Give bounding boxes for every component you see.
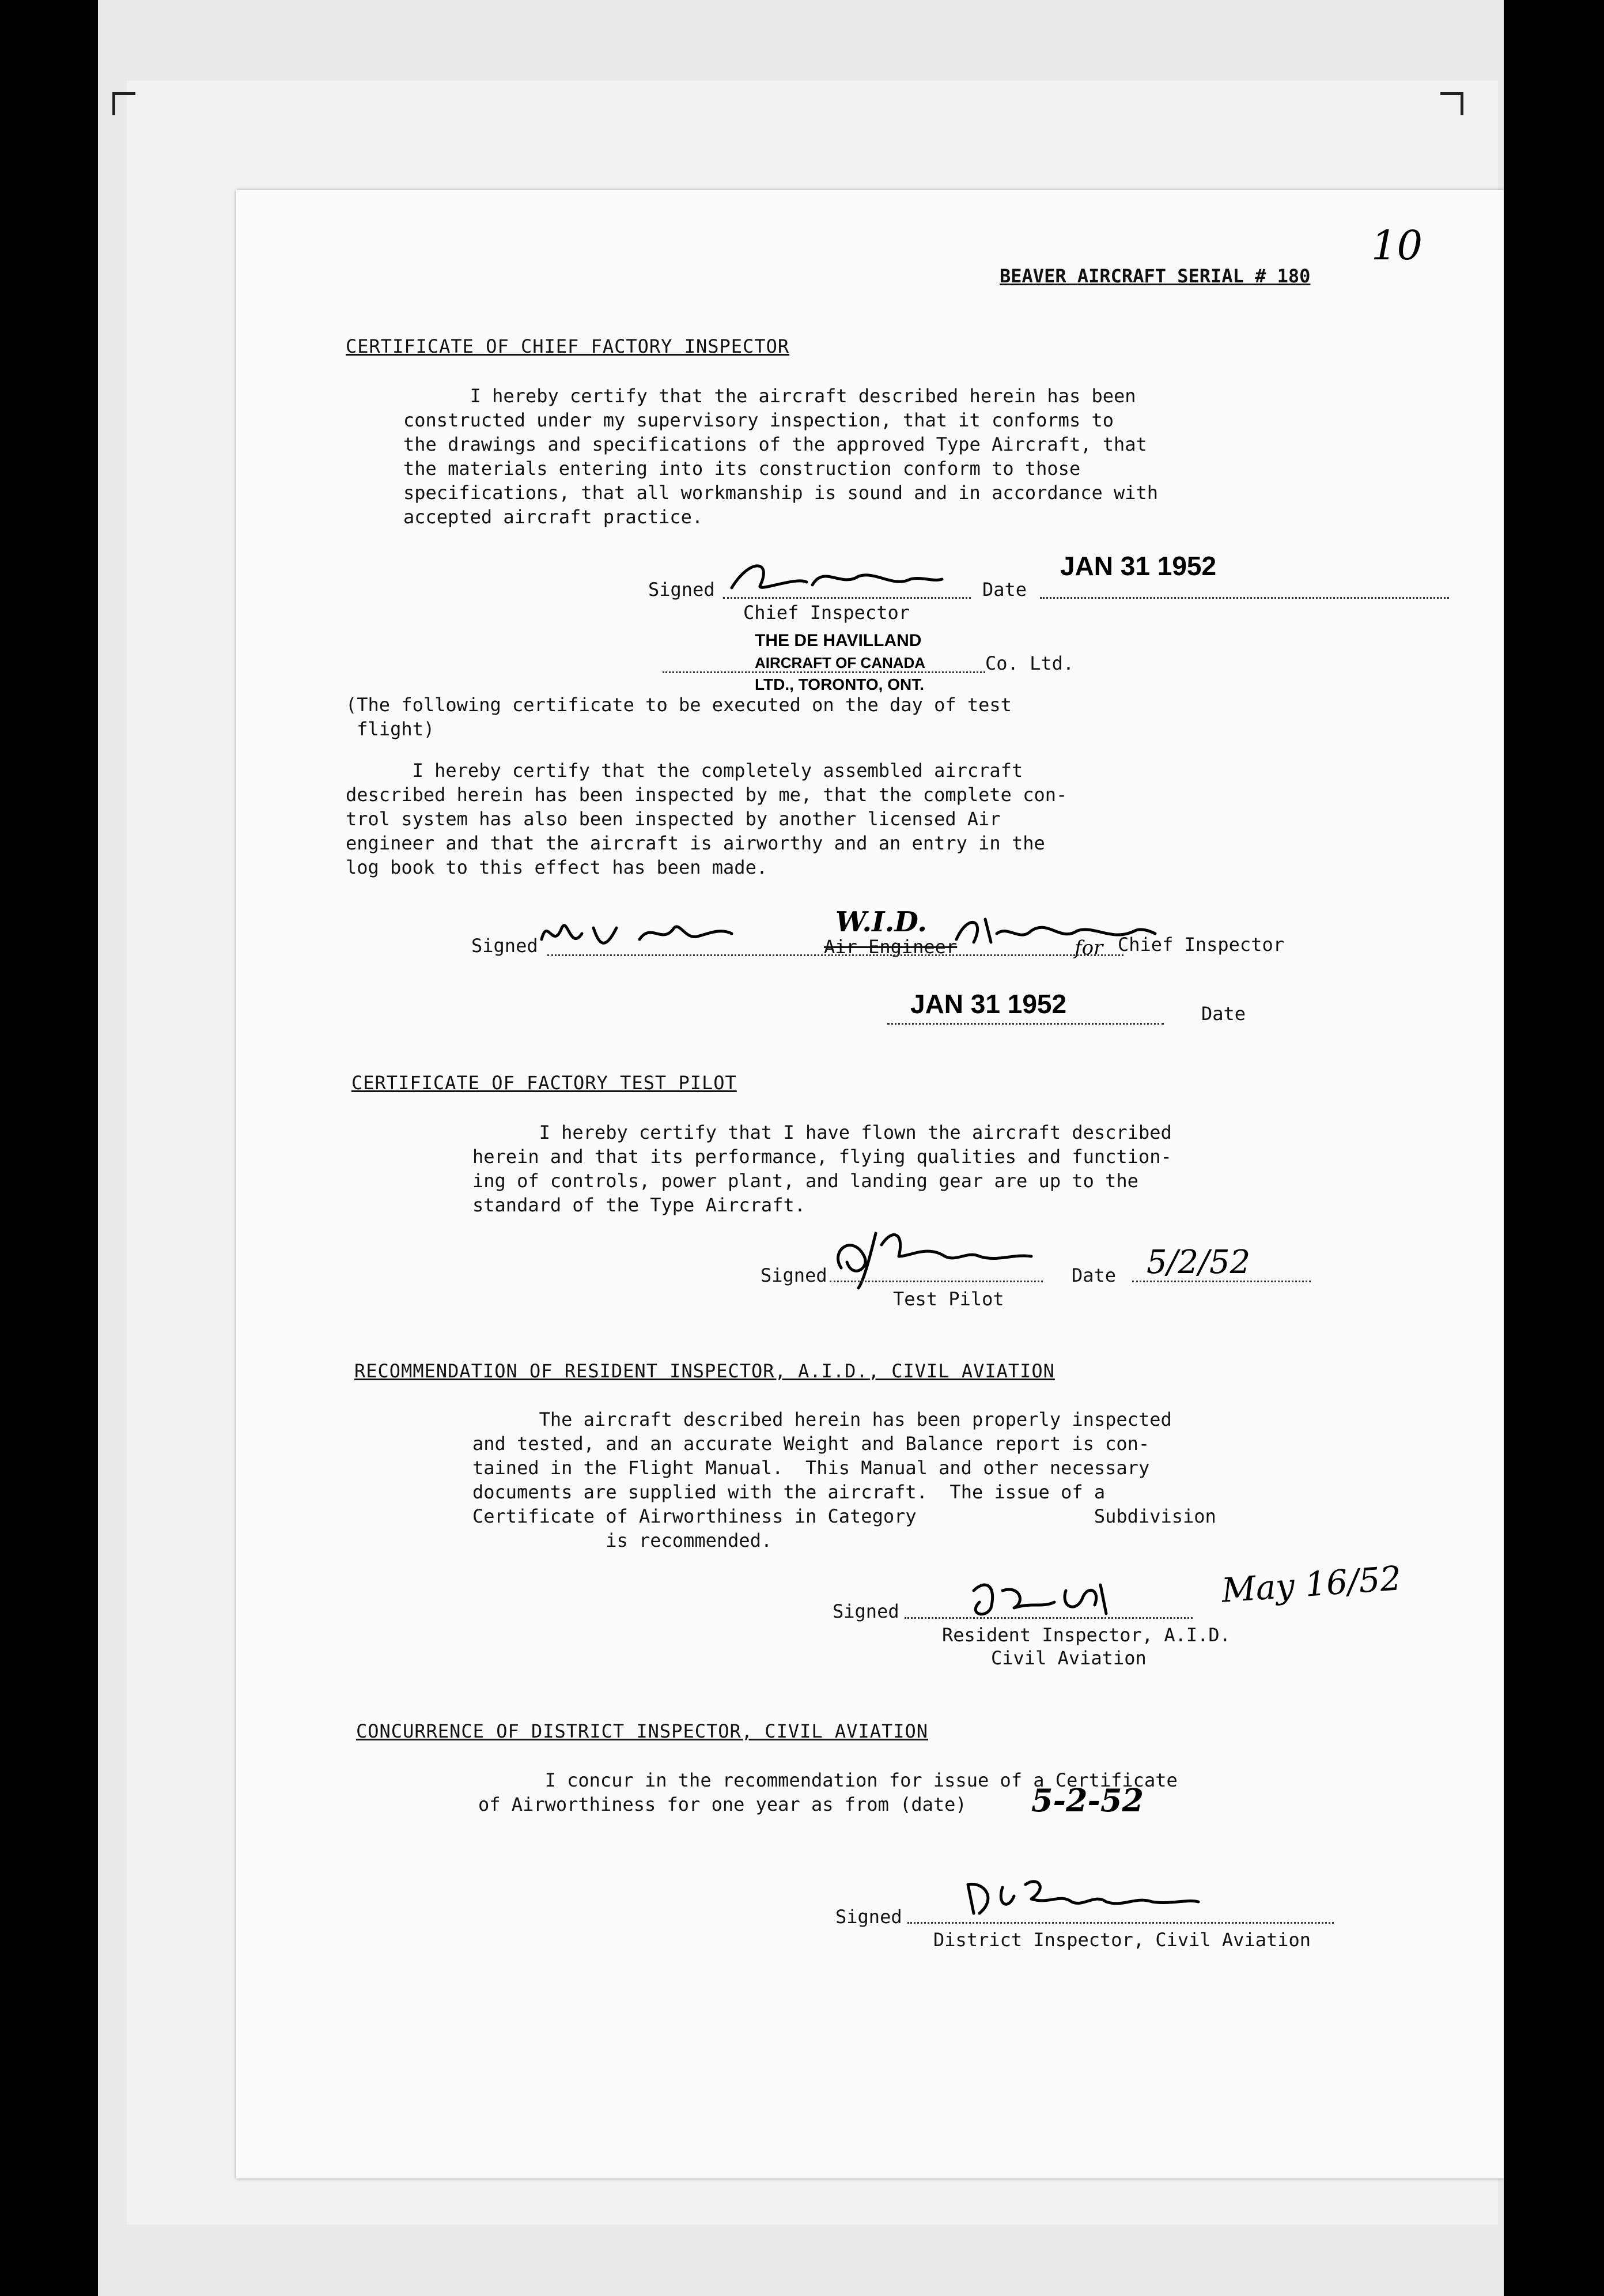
test-pilot-date: 5/2/52 (1147, 1244, 1251, 1281)
chief-inspector-role-2: Chief Inspector (1118, 934, 1284, 956)
struck-air-engineer: Air Engineer (824, 936, 958, 958)
resident-title: RECOMMENDATION OF RESIDENT INSPECTOR, A.I.D., CIVIL AVIATION (354, 1360, 1055, 1382)
company-stamp-line2: AIRCRAFT OF CANADA (755, 654, 926, 671)
text-line: engineer and that the aircraft is airworthy and an entry in the (346, 832, 1045, 854)
company-line (663, 671, 985, 673)
text-line: herein and that its performance, flying qualities and function- (472, 1146, 1172, 1168)
text-line: is recommended. (472, 1530, 773, 1551)
company-stamp-line1: THE DE HAVILLAND (755, 631, 922, 650)
text-line: the materials entering into its construction conform to those (403, 458, 1081, 479)
text-line: Certificate of Airworthiness in Category Subdivision (472, 1505, 1216, 1527)
resident-role-1: Resident Inspector, A.I.D. (942, 1624, 1231, 1646)
text-line: accepted aircraft practice. (403, 506, 703, 528)
serial-header: BEAVER AIRCRAFT SERIAL # 180 (1000, 265, 1311, 287)
text-line: specifications, that all workmanship is sound and in accordance with (403, 482, 1159, 504)
resident-date: May 16/52 (1220, 1558, 1403, 1610)
signature-line (907, 1922, 1334, 1924)
text-line: of Airworthiness for one year as from (date) (478, 1793, 967, 1815)
test-pilot-text (472, 1120, 1172, 1217)
signature-line (830, 1281, 1043, 1282)
text-line: tained in the Flight Manual. This Manual and other necessary (472, 1457, 1150, 1479)
date-label: Date (1072, 1264, 1117, 1286)
date-stamp-2: JAN 31 1952 (910, 989, 1067, 1019)
signed-label: Signed (471, 935, 538, 957)
district-inspector-signature (962, 1870, 1204, 1922)
company-stamp-line3: LTD., TORONTO, ONT. (755, 675, 924, 693)
text-line: documents are supplied with the aircraft. The issue of a (472, 1481, 1106, 1503)
text-line: trol system has also been inspected by another licensed Air (346, 808, 1001, 830)
test-pilot-role: Test Pilot (893, 1288, 1004, 1310)
chief-inspector-role: Chief Inspector (743, 602, 910, 624)
date-line (1040, 597, 1449, 599)
text-line: and tested, and an accurate Weight and Balance report is con- (472, 1433, 1150, 1455)
chief-factory-text (403, 384, 1158, 529)
signature-line (547, 954, 1123, 956)
text-line: I hereby certify that I have flown the aircraft described (472, 1121, 1172, 1143)
text-line: flight) (346, 718, 435, 740)
date-line (1132, 1281, 1311, 1282)
resident-text (472, 1407, 1216, 1553)
assembled-text (346, 758, 1067, 879)
test-flight-note (346, 693, 1012, 741)
crop-mark-top-right (1440, 92, 1463, 95)
district-title: CONCURRENCE OF DISTRICT INSPECTOR, CIVIL AVIATION (356, 1720, 929, 1742)
test-pilot-title: CERTIFICATE OF FACTORY TEST PILOT (351, 1072, 737, 1094)
text-line: the drawings and specifications of the approved Type Aircraft, that (403, 433, 1147, 455)
date-line (887, 1023, 1164, 1025)
crop-mark-top-left (112, 92, 135, 95)
text-line: ing of controls, power plant, and landing gear are up to the (472, 1170, 1138, 1192)
signed-label: Signed (648, 579, 715, 601)
date-label: Date (982, 579, 1027, 601)
chief-factory-title: CERTIFICATE OF CHIEF FACTORY INSPECTOR (346, 335, 790, 357)
text-line: constructed under my supervisory inspection, that it conforms to (403, 409, 1114, 431)
for-note: for (1075, 936, 1103, 960)
date-stamp: JAN 31 1952 (1060, 551, 1217, 581)
text-line: I hereby certify that the aircraft described herein has been (403, 385, 1136, 407)
text-line: I concur in the recommendation for issue of a Certificate (478, 1769, 1178, 1791)
crop-mark-top-right-v (1461, 92, 1463, 115)
text-line: described herein has been inspected by me, that the complete con- (346, 784, 1068, 806)
company-suffix: Co. Ltd. (985, 652, 1075, 674)
text-line: (The following certificate to be executed on the day of test (346, 694, 1012, 716)
signed-label: Signed (833, 1600, 899, 1622)
chief-inspector-signature (726, 553, 945, 599)
signed-label: Signed (835, 1906, 902, 1928)
wid-note: W.I.D. (835, 906, 927, 938)
district-date: 5-2-52 (1031, 1782, 1144, 1819)
text-line: standard of the Type Aircraft. (472, 1194, 805, 1216)
resident-role-2: Civil Aviation (991, 1647, 1147, 1669)
resident-inspector-signature (962, 1573, 1123, 1625)
district-role: District Inspector, Civil Aviation (933, 1929, 1311, 1951)
folio-number: 10 (1371, 222, 1423, 269)
text-line: log book to this effect has been made. (346, 856, 768, 878)
document-page (236, 190, 1504, 2178)
date-label: Date (1201, 1003, 1246, 1025)
crop-mark-top-left-v (112, 92, 115, 115)
engineer-signature (536, 911, 737, 957)
text-line: The aircraft described herein has been properly inspected (472, 1408, 1172, 1430)
signed-label: Signed (761, 1264, 827, 1286)
text-line: I hereby certify that the completely assembled aircraft (346, 760, 1023, 781)
